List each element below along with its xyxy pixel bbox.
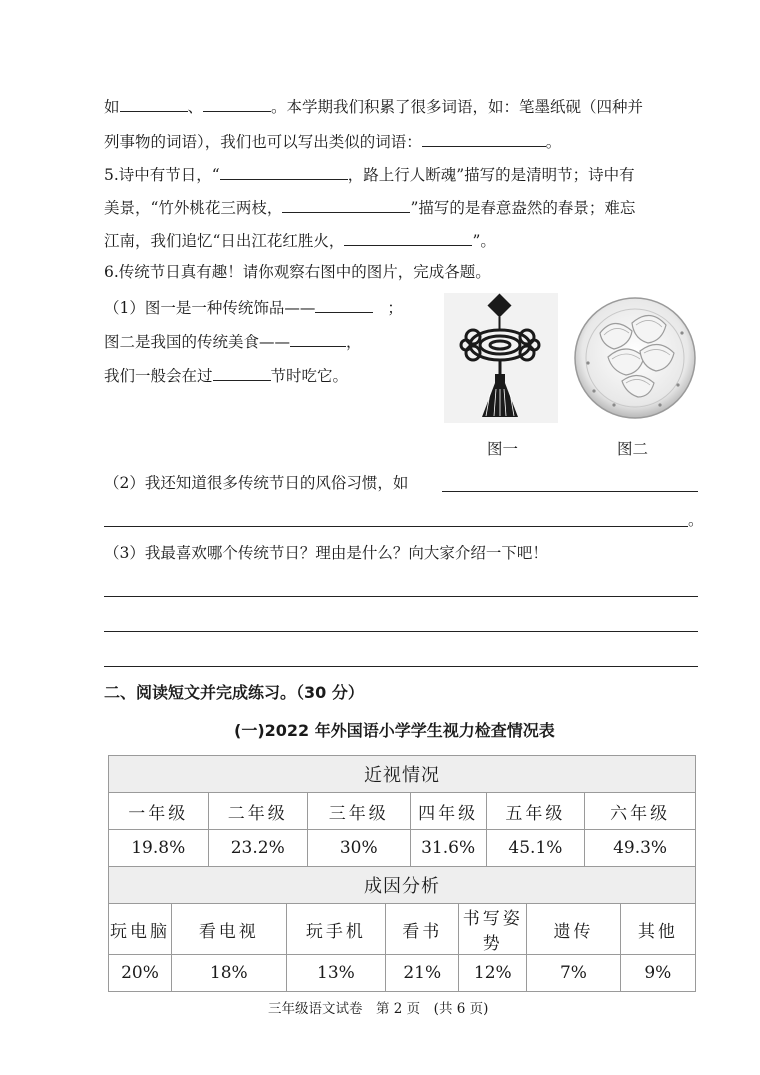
q4-blank-3[interactable]: [422, 130, 546, 147]
figure-1: [444, 293, 558, 423]
cause-cell: 看电视: [171, 904, 286, 955]
q5-line1-start: 5.诗中有节日，“: [104, 166, 220, 184]
q6-blank-festival[interactable]: [213, 364, 271, 381]
rate-cell: 49.3%: [585, 830, 696, 867]
causes-row: [109, 904, 696, 955]
q6-part1-line-1: [104, 296, 403, 318]
cause-rate-cell: 7%: [527, 955, 620, 992]
q4-line2-end: 。: [545, 133, 562, 151]
q6-part1-line-2: [104, 330, 362, 352]
q6-p1-line3-start: 我们一般会在过: [104, 367, 213, 385]
vision-table: [108, 755, 696, 992]
cause-cell: 书写姿势: [459, 904, 527, 955]
cause-rate-cell: 18%: [171, 955, 286, 992]
cause-header: 成因分析: [109, 867, 696, 904]
rates-row: [109, 830, 696, 867]
grade-cell: 三年级: [307, 793, 410, 830]
grade-cell: 五年级: [486, 793, 584, 830]
q4-line1-sep: 、: [187, 98, 204, 116]
q6-blank-food[interactable]: [290, 330, 346, 347]
q5-line-3: [104, 229, 496, 251]
page-footer: 三年级语文试卷 第 2 页 (共 6 页): [268, 1001, 489, 1017]
rate-cell: 31.6%: [410, 830, 486, 867]
q4-line2-start: 列事物的词语），我们也可以写出类似的词语：: [104, 133, 422, 151]
rate-cell: 19.8%: [109, 830, 209, 867]
grades-row: [109, 793, 696, 830]
q5-line2-start: 美景，“竹外桃花三两枝，: [104, 199, 283, 217]
q5-line1-end: ，路上行人断魂”描写的是清明节；诗中有: [347, 166, 635, 184]
q4-line1-end: 。本学期我们积累了很多词语，如：笔墨纸砚（四种并: [271, 98, 644, 116]
vision-table-title: (一)2022 年外国语小学学生视力检查情况表: [234, 721, 555, 740]
q5-blank-1[interactable]: [220, 163, 348, 180]
q4-line-1: [104, 95, 643, 117]
q6-title: 6.传统节日真有趣！请你观察右图中的图片，完成各题。: [104, 263, 491, 281]
myopia-header: 近视情况: [109, 756, 696, 793]
q4-blank-1[interactable]: [120, 95, 188, 112]
q5-line2-end: ”描写的是春意盎然的春景；难忘: [410, 199, 636, 217]
cause-cell: 其他: [620, 904, 695, 955]
cause-cell: 遗传: [527, 904, 620, 955]
q6-part3-answer-line-1[interactable]: [104, 596, 698, 597]
q6-p1-line1-start: （1）图一是一种传统饰品——: [104, 299, 316, 317]
q6-part3-answer-line-3[interactable]: [104, 666, 698, 667]
cause-cell: 玩电脑: [109, 904, 172, 955]
rate-cell: 30%: [307, 830, 410, 867]
figure-2: [574, 293, 696, 423]
q6-p1-line2-end: ，: [346, 333, 362, 351]
q6-part1-line-3: [104, 364, 348, 386]
q6-p1-line1-end: ；: [387, 299, 403, 317]
q5-blank-3[interactable]: [344, 229, 472, 246]
cause-rate-cell: 21%: [386, 955, 459, 992]
q5-line3-end: ”。: [472, 232, 496, 250]
q6-part2: （2）我还知道很多传统节日的风俗习惯，如: [104, 474, 409, 492]
dumplings-plate-icon: [574, 293, 696, 423]
q5-blank-2[interactable]: [282, 196, 410, 213]
q6-blank-ornament[interactable]: [315, 296, 373, 313]
grade-cell: 二年级: [208, 793, 307, 830]
grade-cell: 四年级: [410, 793, 486, 830]
q6-part2-answer-line-1[interactable]: [442, 491, 698, 492]
q6-part2-answer-line-2[interactable]: [104, 526, 688, 527]
cause-cell: 看书: [386, 904, 459, 955]
chinese-knot-icon: [444, 293, 558, 423]
grade-cell: 一年级: [109, 793, 209, 830]
figure-2-caption: 图二: [617, 440, 649, 458]
q6-p1-line2-start: 图二是我国的传统美食——: [104, 333, 291, 351]
figure-1-caption: 图一: [487, 440, 519, 458]
cause-rates-row: [109, 955, 696, 992]
cause-rate-cell: 13%: [286, 955, 386, 992]
rate-cell: 45.1%: [486, 830, 584, 867]
q6-part3: （3）我最喜欢哪个传统节日？理由是什么？向大家介绍一下吧！: [104, 544, 548, 562]
q6-part2-end: 。: [688, 511, 704, 529]
q5-line3-start: 江南，我们追忆“日出江花红胜火，: [104, 232, 345, 250]
cause-cell: 玩手机: [286, 904, 386, 955]
q4-line1-start: 如: [104, 98, 120, 116]
q4-line-2: [104, 130, 561, 152]
grade-cell: 六年级: [585, 793, 696, 830]
cause-rate-cell: 20%: [109, 955, 172, 992]
q5-line-1: [104, 163, 635, 185]
q6-part3-answer-line-2[interactable]: [104, 631, 698, 632]
q4-blank-2[interactable]: [203, 95, 271, 112]
q6-p1-line3-end: 节时吃它。: [270, 367, 349, 385]
rate-cell: 23.2%: [208, 830, 307, 867]
section-2-title: 二、阅读短文并完成练习。（30 分）: [104, 683, 364, 702]
q5-line-2: [104, 196, 635, 218]
cause-rate-cell: 9%: [620, 955, 695, 992]
cause-rate-cell: 12%: [459, 955, 527, 992]
